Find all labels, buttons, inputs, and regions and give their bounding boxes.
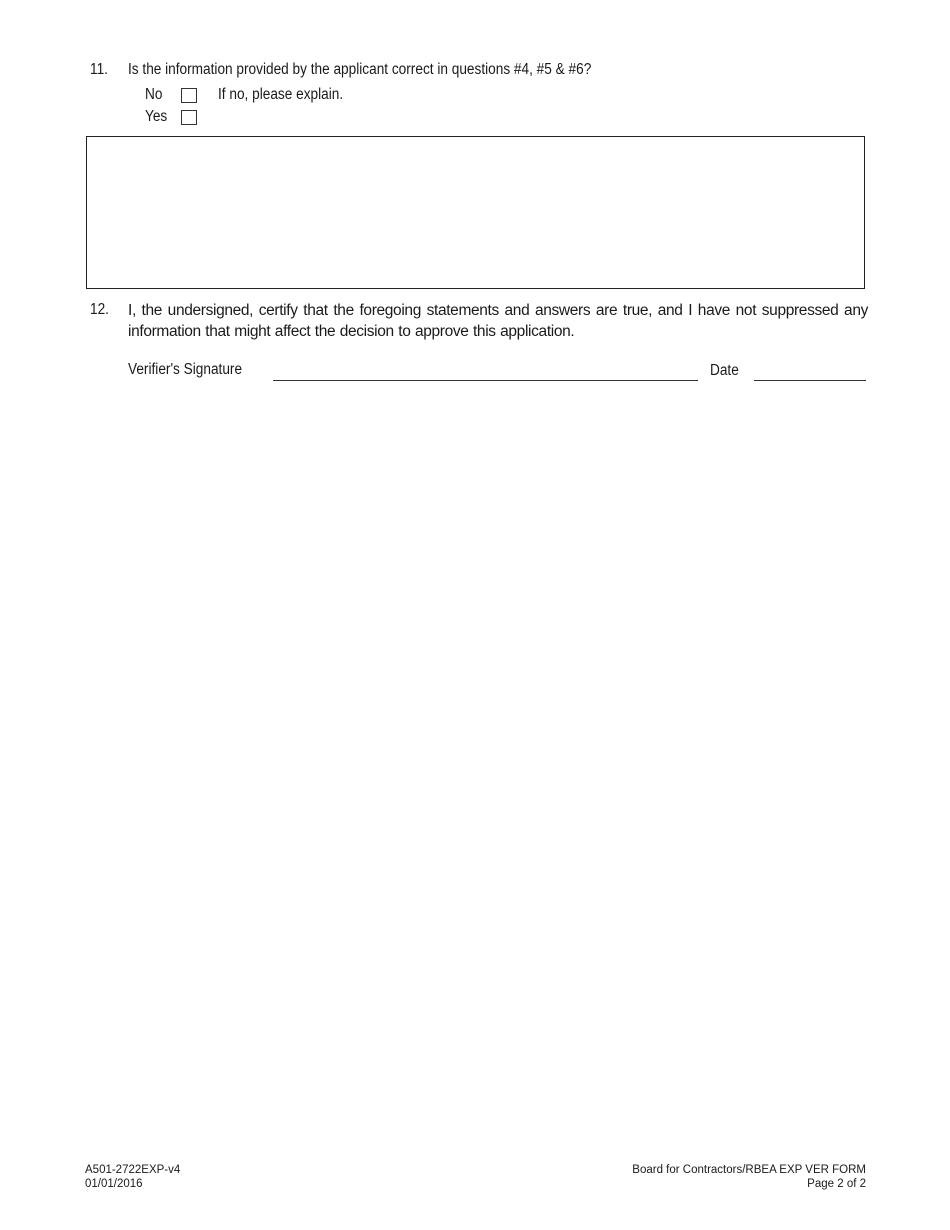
form-date: 01/01/2016: [85, 1178, 143, 1190]
signature-label: Verifier's Signature: [128, 361, 243, 378]
no-checkbox[interactable]: [181, 88, 197, 103]
signature-line[interactable]: [273, 380, 698, 381]
question-11-text: Is the information provided by the applicant correct in questions #4, #5 & #6?: [128, 61, 592, 78]
form-code: A501-2722EXP-v4: [85, 1164, 181, 1176]
page-number: Page 2 of 2: [807, 1178, 866, 1190]
question-12-number: 12.: [90, 301, 109, 318]
explanation-textarea[interactable]: [86, 136, 865, 289]
certification-statement: I, the undersigned, certify that the foregoing statements and answers are true, and I have not suppressed any information that might affect the decision to approve this application.: [128, 302, 868, 340]
board-name: Board for Contractors/RBEA EXP VER FORM: [632, 1164, 866, 1176]
date-label: Date: [710, 362, 739, 379]
question-11-number: 11.: [90, 61, 108, 78]
yes-checkbox[interactable]: [181, 110, 197, 125]
option-yes-label: Yes: [145, 108, 168, 125]
explain-prompt: If no, please explain.: [218, 86, 344, 103]
option-no-label: No: [145, 86, 163, 103]
date-line[interactable]: [754, 380, 866, 381]
